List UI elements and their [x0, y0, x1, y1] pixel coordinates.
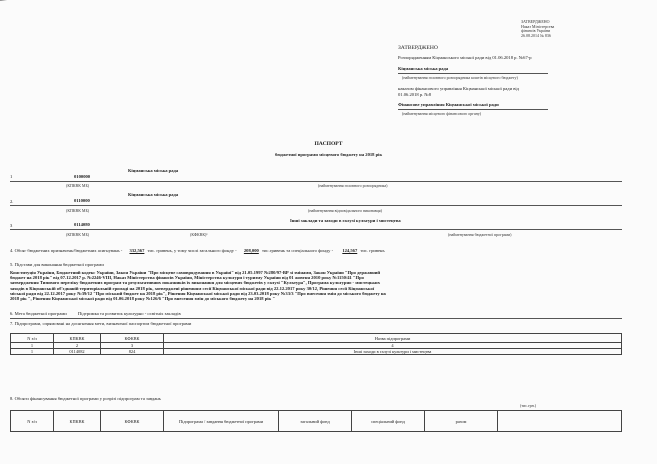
- table-header-cell: КФКВК: [101, 411, 164, 432]
- passport-title: ПАСПОРТ: [314, 141, 343, 147]
- table-header-cell: [498, 411, 622, 432]
- subprograms-table: [10, 333, 622, 355]
- row-code: 0110000: [74, 198, 90, 203]
- item4-prefix: 4. Обсяг бюджетних призначень/бюджетних асигнувань -: [10, 248, 123, 253]
- table-header-cell: N з/п: [11, 334, 54, 343]
- item5-line: 2018 рік ", Рішення Кіцманської міської ради від 01.06.2018 року №126/6 "Про внесення змін до міського бюджету на 2018 рік ": [10, 296, 275, 302]
- table-cell: 2: [54, 343, 101, 349]
- item4-budget-line: [10, 248, 385, 253]
- row-name: Кіцманська міська рада: [128, 168, 179, 173]
- item5-line: міської ради від 22.12.2017 року №39/12 "Про міський бюджет на 2018 рік", Рішення Кіцманської міської ради від 23.03.2018 року №33/3 "Про внесення змін до міського бюджету на: [10, 290, 386, 296]
- row-name-caption: (найменування головного розпорядника): [318, 183, 388, 188]
- table-header-cell: N з/п: [11, 411, 54, 432]
- item7-heading: 7. Підпрограми, спрямовані на досягнення мети, визначеної паспортом бюджетної програми: [10, 321, 192, 326]
- item5-line: заходів в Кіцманській об'єднаній територіальній громаді на 2018 рік, затверджені рішенням сесії Кіцманської міської ради від 22.12.2017 року 30/12, Рішення сесії Кіцманської: [10, 285, 375, 291]
- row-number: 2.: [10, 199, 14, 204]
- finance-order-date: 01.06.2018 р. №8: [398, 92, 432, 97]
- row-code-caption: (КПКВК МБ): [66, 232, 90, 237]
- item5-basis-text: [10, 270, 630, 301]
- manager-caption: (найменування головного розпорядника коштів місцевого бюджету): [402, 75, 518, 80]
- row-code-caption: (КПКВК МБ): [66, 183, 90, 188]
- row-underline: [10, 181, 622, 182]
- table-header-cell: Назва підпрограми: [164, 334, 622, 343]
- item6-value: Підтримка та розвиток культурно - освітніх закладів: [77, 311, 181, 316]
- table-header-cell: КПКВК: [54, 411, 101, 432]
- row-underline: [10, 229, 622, 230]
- table-cell: 1: [11, 343, 54, 349]
- table-header-row: [11, 334, 622, 343]
- row-code: 0100000: [74, 174, 91, 179]
- page-fold-mark: [0, 0, 30, 27]
- row-number: 3: [10, 223, 13, 228]
- approval-note: [521, 20, 554, 38]
- table-row: [11, 349, 622, 355]
- row-name: Кіцманська міська рада: [128, 192, 179, 197]
- row-underline: [10, 205, 622, 206]
- row-name: Інші заклади та заходи в галузі культури і мистецтва: [290, 218, 401, 223]
- financing-table: [10, 410, 622, 432]
- table-header-cell: Підпрограма / завдання бюджетної програми: [164, 411, 279, 432]
- table-header-cell: спеціальний фонд: [352, 411, 425, 432]
- manager-underline: [398, 73, 548, 74]
- table-header-cell: КПКВК: [54, 334, 101, 343]
- item6-label: 6. Мета бюджетної програми: [10, 311, 67, 316]
- table-header-row: [11, 411, 622, 432]
- item4-suffix: тис. гривень: [360, 248, 385, 253]
- item5-line: бюджет на 2018 рік" від 07.12.2017 р. №2246-VIII, Наказ Міністерства фінансів України, Міністерства культури і туризму України від 01 жовтня 2010 року №1150/41 "Про: [10, 275, 364, 281]
- item4-general: 208,000: [243, 248, 259, 253]
- item4-mid1: тис. гривень, у тому числі загального фонду -: [147, 248, 237, 253]
- table-cell: 824: [101, 349, 164, 355]
- item5-line: затвердження Типового переліку бюджетних програм та результативних показників їх виконання для місцевих бюджетів у галузі "Культура", Програма культурно - мистецьких: [10, 280, 380, 286]
- item4-special: 124,567: [342, 248, 358, 253]
- approved-title: ЗАТВЕРДЖЕНО: [398, 45, 438, 51]
- row-code: 0114080: [74, 222, 90, 227]
- finance-underline: [398, 109, 548, 110]
- finance-dept: Фінансове управління Кіцманської міської ради: [398, 102, 499, 107]
- item5-heading: 5. Підстави для виконання бюджетної програми: [10, 262, 104, 267]
- row-kfkvk-caption: (КФКВК)¹: [190, 232, 208, 237]
- finance-order: наказом фінансового управління Кіцманської міської ради від: [398, 86, 520, 91]
- table-header-cell: разом: [425, 411, 498, 432]
- table-cell: 3: [101, 343, 164, 349]
- table-header-cell: КФКВК: [101, 334, 164, 343]
- item8-unit: (тис.грн.): [520, 403, 537, 408]
- manager-name: Кіцманська міська рада: [398, 66, 449, 71]
- table-cell: Інші заходи в галузі культури і мистецтва: [164, 349, 622, 355]
- approval-note-line: Наказ Міністерства: [521, 23, 555, 29]
- item6-underline: [10, 318, 622, 319]
- finance-caption: (найменування місцевого фінансового органу): [402, 111, 482, 116]
- approval-note-line: фінансів України: [521, 28, 551, 34]
- table-cell: 4: [164, 343, 622, 349]
- approval-note-line: 26.08.2014 № 836: [521, 32, 551, 38]
- item8-heading: 8. Обсяги фінансування бюджетної програми у розрізі підпрограм та завдань: [10, 396, 161, 401]
- row-name-caption: (найменування відповідального виконавця): [308, 208, 382, 213]
- table-header-cell: загальний фонд: [279, 411, 352, 432]
- item6-goal: [10, 311, 181, 316]
- table-cell: 0114082: [54, 349, 101, 355]
- row-number: 1: [10, 174, 13, 179]
- row-name-caption: (найменування бюджетної програми): [448, 232, 512, 237]
- passport-subtitle: бюджетної програми місцевого бюджету на 2018 рік: [274, 152, 383, 157]
- approved-order: Розпорядженням Кіцманського міської ради від 01.06.2018 р. №67-р: [398, 55, 532, 60]
- item4-mid2: тис.гривень та спеціального фонду -: [261, 248, 334, 253]
- table-cell: 1: [11, 349, 54, 355]
- approval-note-line: ЗАТВЕРДЖЕНО: [521, 19, 550, 24]
- item4-total: 332,567: [129, 248, 145, 253]
- row-code-caption: (КПКВК МБ): [66, 208, 90, 213]
- item5-line: Конституція України, Бюджетний кодекс України, Закон України "Про місцеве самоврядування в Україні" від 21.05.1997 №280/97-ВР зі змінами, Закон України "Про державний: [10, 270, 381, 275]
